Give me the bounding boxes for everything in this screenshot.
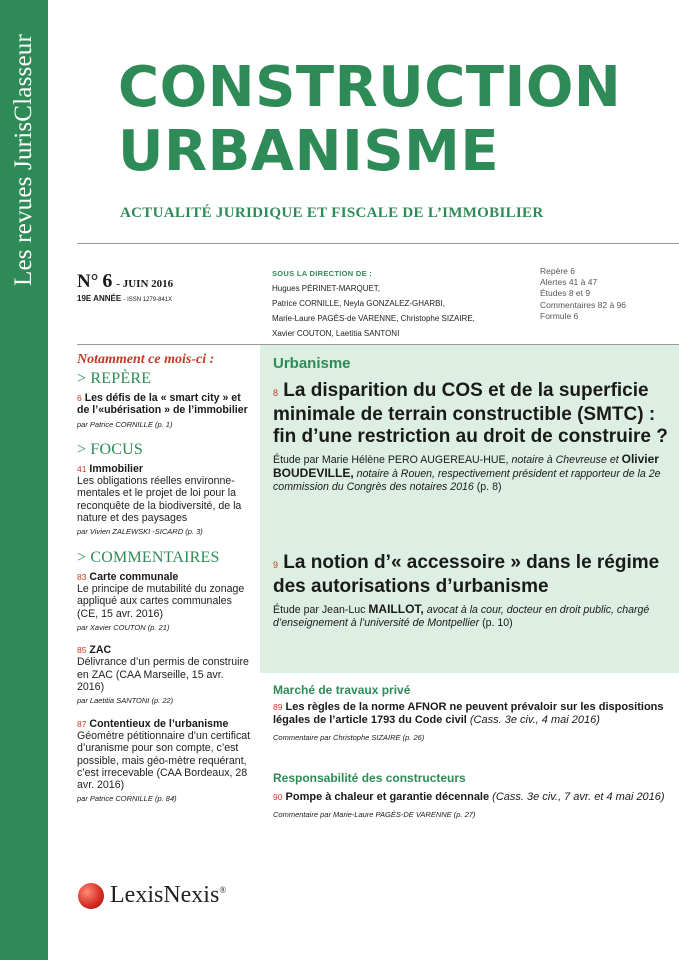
article-source: Commentaire par Marie-Laure PAGÈS-DE VARENNE (p. 27)	[273, 810, 476, 819]
item-number: 83	[77, 571, 87, 582]
publisher-logo	[78, 882, 226, 909]
sidebar-item[interactable]	[77, 463, 252, 539]
byline-author: Étude par Jean-Luc	[273, 604, 366, 616]
sidebar-item[interactable]	[77, 644, 252, 707]
item-title: Contentieux de l’urbanisme	[89, 717, 229, 730]
title-line-1: CONSTRUCTION	[118, 55, 622, 120]
spine-band	[0, 0, 48, 960]
byline-author-name: MAILLOT,	[368, 602, 424, 616]
lexisnexis-logo-icon	[78, 883, 104, 909]
item-source: par Vivien ZALEWSKI -SICARD (p. 3)	[77, 527, 203, 537]
direction-line: Hugues PÉRINET-MARQUET,	[272, 284, 381, 293]
spine-text: Les revues JurisClasseur	[10, 34, 37, 286]
article-reference: (Cass. 3e civ., 4 mai 2016)	[469, 714, 600, 726]
item-number: 6	[77, 393, 82, 403]
article-number: 90	[273, 792, 283, 802]
article-number: 89	[273, 702, 283, 712]
byline-role: notaire à Chevreuse et	[511, 454, 619, 466]
article-page: (p. 10)	[482, 617, 513, 629]
index-line: Études 8 et 9	[540, 288, 591, 299]
byline-author: Étude par Marie Hélène PERO AUGEREAU-HUE,	[273, 454, 509, 466]
index-line: Repère 6	[540, 266, 575, 276]
item-number: 85	[77, 645, 87, 656]
article-9[interactable]	[273, 552, 673, 630]
item-title: Immobilier	[89, 462, 143, 475]
logo-name: LexisNexis	[110, 882, 220, 908]
direction-line: Xavier COUTON, Laetitia SANTONI	[272, 329, 400, 338]
direction-line: Patrice CORNILLE, Neyla GONZALEZ-GHARBI,	[272, 299, 445, 308]
item-description: Le principe de mutabilité du zonage appliqué aux cartes communales (CE, 15 avr. 2016)	[77, 582, 245, 620]
sidebar-item[interactable]	[77, 392, 252, 431]
section-commentaires: > COMMENTAIRES	[77, 548, 220, 566]
direction-heading: SOUS LA DIRECTION DE :	[272, 269, 373, 278]
direction-line: Marie-Laure PAGÈS-de VARENNE, Christophe SIZAIRE,	[272, 314, 475, 323]
article-number: 8	[273, 388, 279, 398]
highlights-sidebar	[77, 352, 252, 806]
item-title: Les défis de la « smart city » et de l’«ubérisation » de l’immobilier	[77, 392, 248, 417]
item-number: 87	[77, 718, 87, 729]
section-focus: > FOCUS	[77, 440, 144, 458]
article-reference: (Cass. 3e civ., 7 avr. et 4 mai 2016)	[492, 791, 665, 803]
journal-title	[118, 56, 621, 184]
article-source: Commentaire par Christophe SIZAIRE (p. 26)	[273, 733, 425, 742]
section-responsabilite: Responsabilité des constructeurs	[273, 771, 466, 785]
sidebar-item[interactable]	[77, 718, 252, 806]
divider-top	[77, 243, 679, 244]
item-source: par Patrice CORNILLE (p. 84)	[77, 794, 177, 804]
item-source: par Laetitia SANTONI (p. 22)	[77, 696, 174, 706]
contents-index	[540, 266, 626, 322]
year-label: 19E ANNÉE	[77, 294, 122, 303]
index-line: Alertes 41 à 47	[540, 277, 598, 288]
section-urbanisme: Urbanisme	[273, 355, 351, 372]
item-number: 41	[77, 463, 87, 474]
issn: - ISSN 1279-841X	[123, 297, 173, 303]
publisher-name	[110, 882, 226, 909]
article-headline	[273, 380, 673, 448]
title-line-2: URBANISME	[118, 119, 500, 184]
article-byline	[273, 603, 673, 630]
editorial-direction	[272, 266, 475, 341]
section-repere: > REPÈRE	[77, 370, 152, 387]
byline-role-2: notaire à Rouen, respectivement président et rapporteur de la 2e commission du Congrès des notaires 2016	[273, 468, 661, 493]
section-marche-travaux: Marché de travaux privé	[273, 683, 411, 697]
item-description: Délivrance d’un permis de construire en ZAC (CAA Marseille, 15 avr. 2016)	[77, 656, 249, 694]
item-title: Carte communale	[89, 570, 179, 583]
article-title: La notion d’« accessoire » dans le régime des autorisations d’urbanisme	[273, 552, 660, 597]
issue-year	[77, 294, 172, 303]
article-page: (p. 8)	[476, 481, 502, 493]
item-description: Géomètre pétitionnaire d’un certificat d’uranisme pour son compte, c’est possible, mais géo-mètre requérant, c’est irrecevable (CAA Bordeaux, 28 avr. 2016)	[77, 729, 251, 792]
item-description: Les obligations réelles environne-mentales et le projet de loi pour la reconquête de la biodiversité, de la nature et des paysages	[77, 475, 242, 525]
byline-author-2: Olivier BOUDEVILLE,	[273, 452, 659, 480]
item-title: ZAC	[89, 644, 112, 657]
issue-number	[77, 270, 173, 293]
sidebar-item[interactable]	[77, 571, 252, 634]
registered-mark: ®	[219, 885, 227, 895]
article-number: 9	[273, 560, 279, 570]
issue-date: - JUIN 2016	[116, 278, 174, 290]
article-title: Pompe à chaleur et garantie décennale	[285, 791, 490, 803]
article-89[interactable]	[273, 701, 668, 744]
issue-no-label: N°	[77, 271, 99, 292]
article-headline	[273, 552, 673, 598]
article-title: Les règles de la norme AFNOR ne peuvent prévaloir sur les dispositions légales de l’article 1793 du Code civil	[273, 701, 664, 726]
article-byline	[273, 453, 673, 494]
article-title: La disparition du COS et de la superficie minimale de terrain constructible (SMTC) : fin d’une restriction au droit de construire ?	[273, 380, 668, 447]
article-8[interactable]	[273, 380, 673, 494]
article-90[interactable]	[273, 791, 668, 821]
item-source: par Patrice CORNILLE (p. 1)	[77, 419, 173, 429]
item-source: par Xavier COUTON (p. 21)	[77, 622, 170, 632]
index-line: Commentaires 82 à 96	[540, 299, 626, 310]
journal-subtitle: ACTUALITÉ JURIDIQUE ET FISCALE DE L’IMMOBILIER	[120, 205, 544, 221]
byline-role: avocat à la cour, docteur en droit public, chargé d’enseignement à l’université de Montpellier	[273, 604, 650, 629]
highlights-intro: Notamment ce mois-ci :	[77, 352, 215, 367]
index-line: Formule 6	[540, 310, 579, 321]
issue-num: 6	[102, 270, 113, 292]
